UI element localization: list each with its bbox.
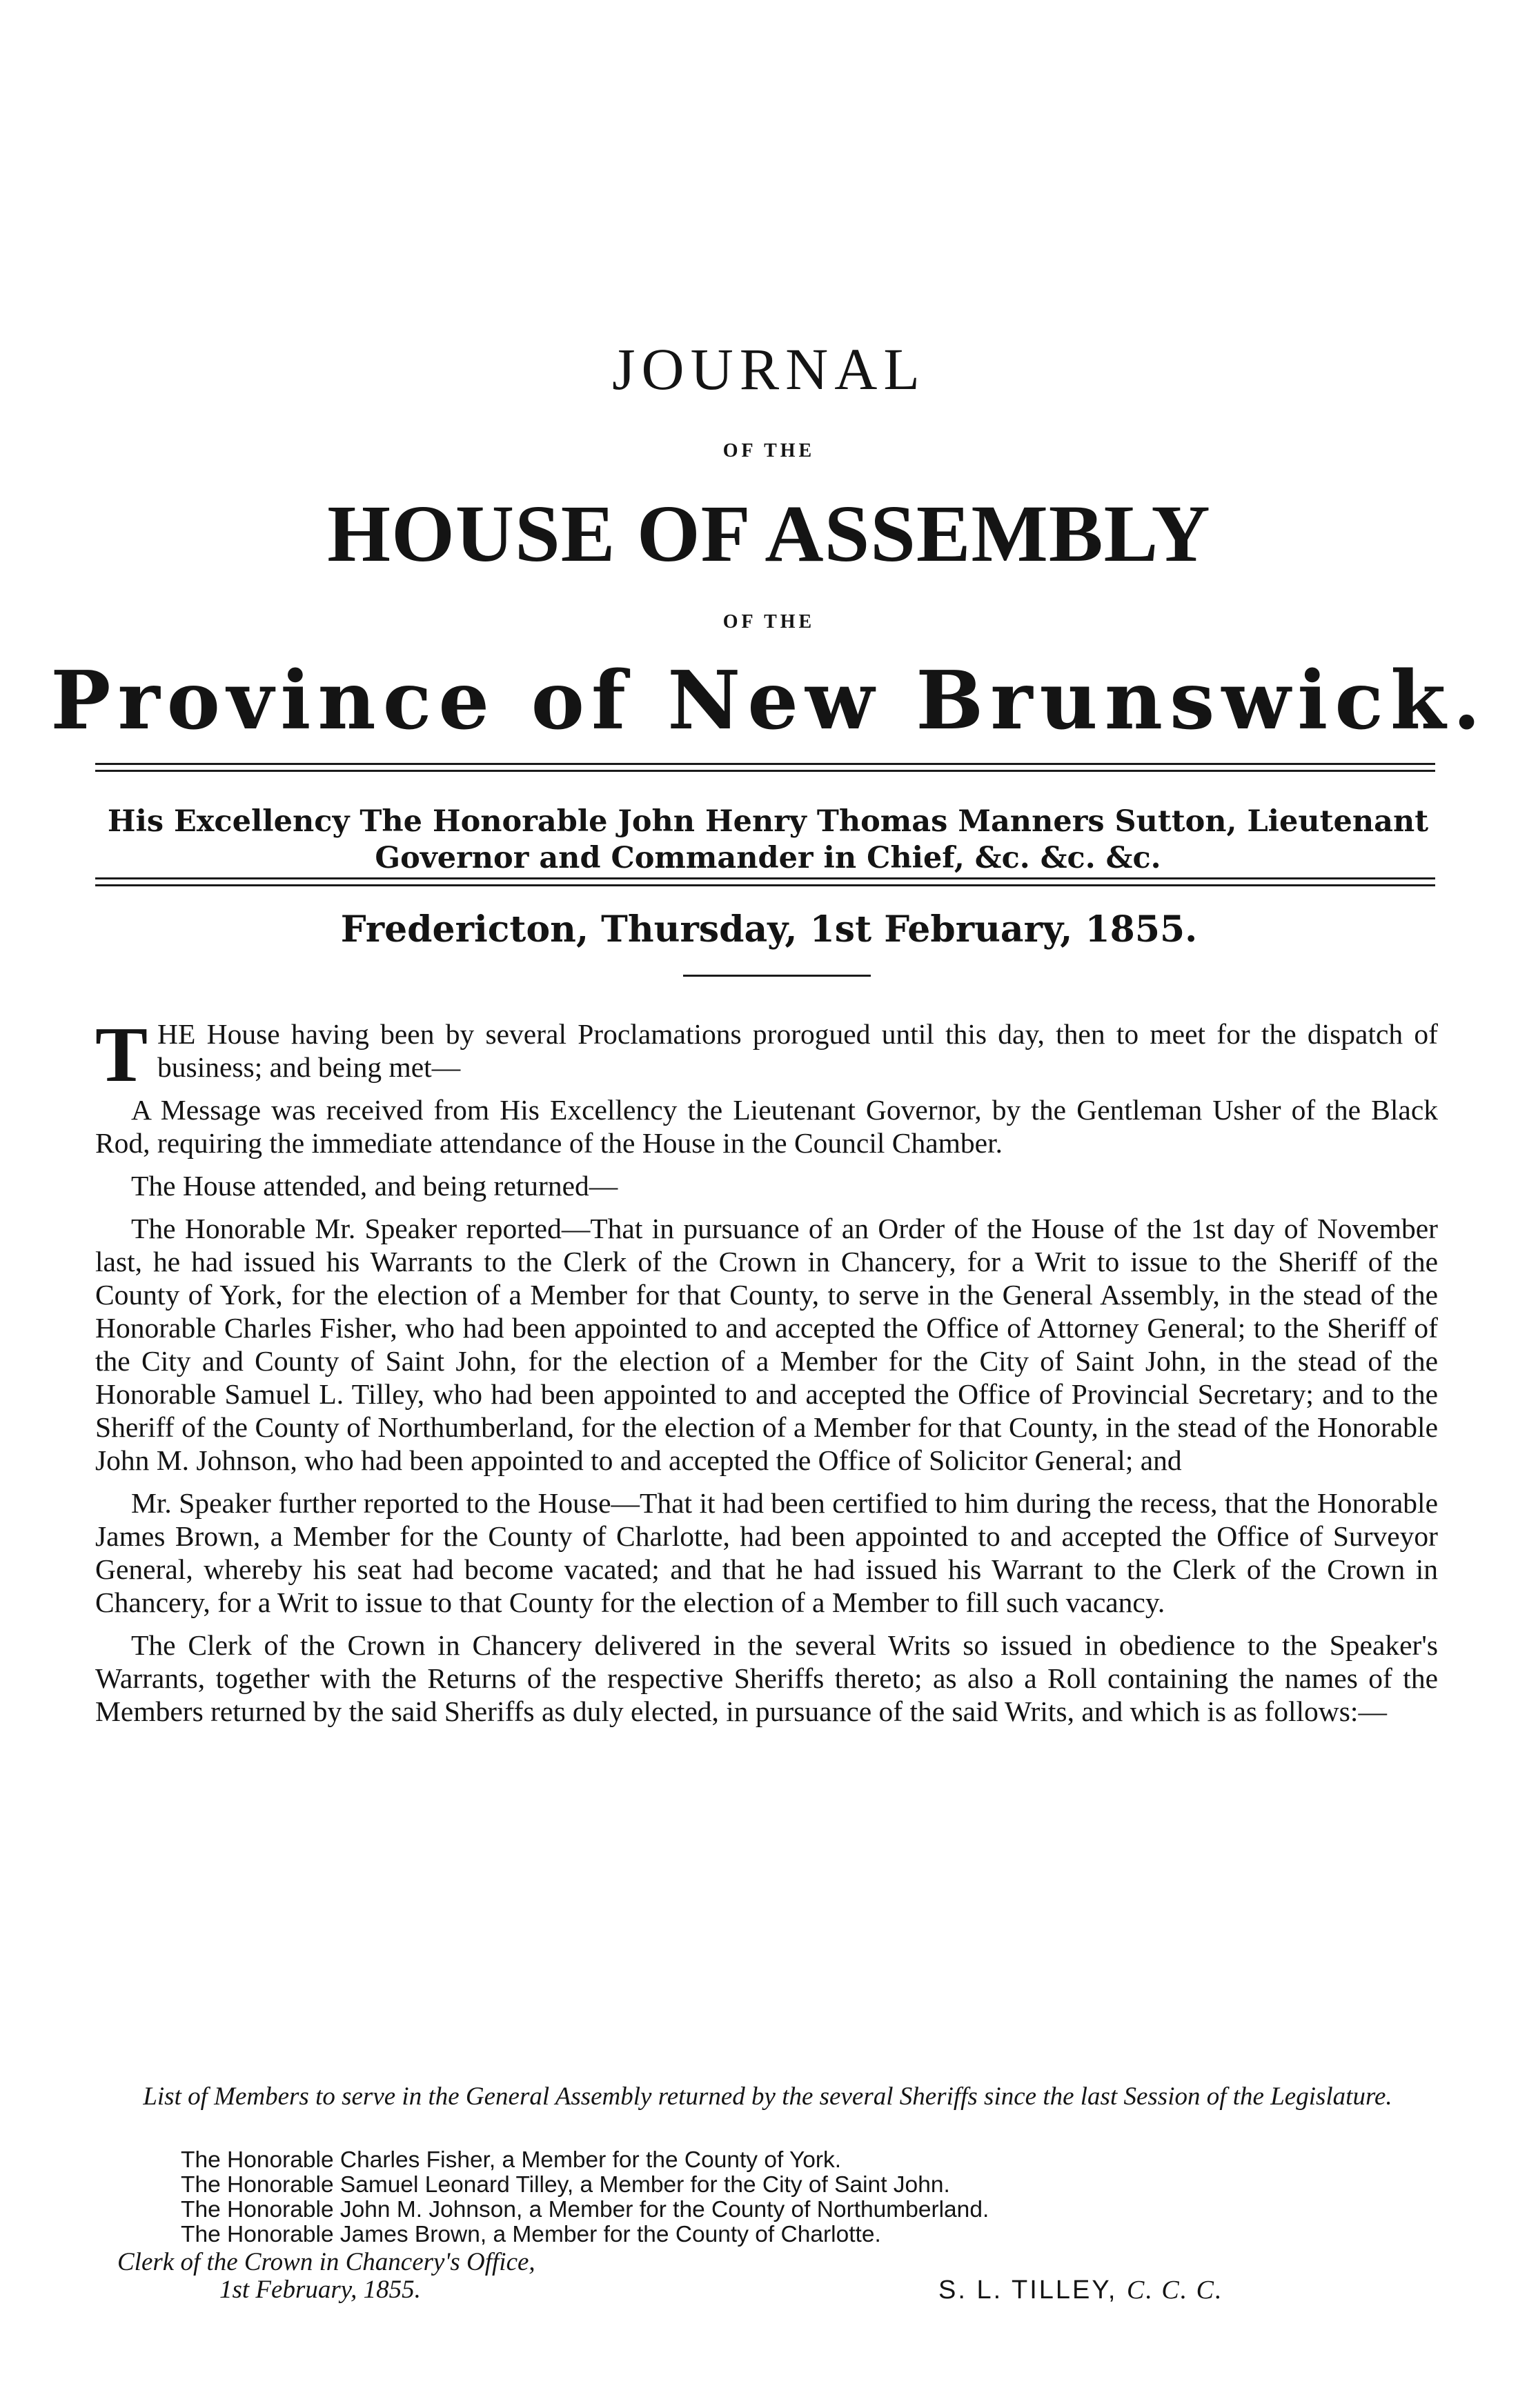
signature-name: S. L. TILLEY, <box>938 2276 1118 2305</box>
signature-title: C. C. C. <box>1126 2276 1223 2305</box>
paragraph-opening-text: HE House having been by several Proclamations prorogued until this day, then to meet for the dispatch of business; and being met— <box>157 1018 1438 1083</box>
drop-cap: T <box>95 1011 148 1098</box>
signature-office: Clerk of the Crown in Chancery's Office, <box>117 2248 535 2276</box>
paragraph-further-report: Mr. Speaker further reported to the House—That it had been certified to him during the recess, that the Honorable James Brown, a Member for the County of Charlotte, had been appointed to and accepted the Office of Surveyor General, whereby his seat had become vacated; and that he had issued his Warrant to the Clerk of the Crown in Chancery, for a Writ to issue to that County for the election of a Member to fill such vacancy. <box>95 1487 1438 1618</box>
house-of-assembly-heading: HOUSE OF ASSEMBLY <box>327 488 1211 579</box>
divider-top <box>95 763 1435 772</box>
signature-block <box>938 2276 1223 2304</box>
divider-middle <box>95 877 1435 886</box>
members-list-title: List of Members to serve in the General Assembly returned by the several Sheriffs since the last Session of the Legislature. <box>143 2082 1392 2111</box>
of-the-label-2: OF THE <box>722 611 816 633</box>
of-the-label-1: OF THE <box>722 440 816 461</box>
divider-short <box>683 975 871 977</box>
signature-date: 1st February, 1855. <box>219 2276 421 2304</box>
list-item: The Honorable James Brown, a Member for the County of Charlotte. <box>181 2222 881 2247</box>
province-heading: Province of New Brunswick. <box>50 654 1488 748</box>
paragraph-attended: The House attended, and being returned— <box>131 1170 618 1202</box>
governor-line: His Excellency The Honorable John Henry Thomas Manners Sutton, Lieutenant Governor and Commander in Chief, &c. &c. &c. <box>107 804 1429 875</box>
list-item: The Honorable Charles Fisher, a Member for the County of York. <box>181 2147 842 2173</box>
paragraph-message: A Message was received from His Excellency the Lieutenant Governor, by the Gentleman Usher of the Black Rod, requiring the immediate attendance of the House in the Council Chamber. <box>95 1094 1438 1159</box>
paragraph-opening <box>95 1011 1438 1098</box>
list-item: The Honorable John M. Johnson, a Member for the County of Northumberland. <box>181 2197 989 2222</box>
journal-body <box>95 1011 1438 1738</box>
paragraph-speaker-report: The Honorable Mr. Speaker reported—That in pursuance of an Order of the House of the 1st day of November last, he had issued his Warrants to the Clerk of the Crown in Chancery, for a Writ to issue to the Sheriff of the County of York, for the election of a Member for that County, to serve in the General Assembly, in the stead of the Honorable Charles Fisher, who had been appointed to and accepted the Office of Attorney General; to the Sheriff of the City and County of Saint John, for the election of a Member for the City of Saint John, in the stead of the Honorable Samuel L. Tilley, who had been appointed to and accepted the Office of Provincial Secretary; and to the Sheriff of the County of Northumberland, for the election of a Member for that County, in the stead of the Honorable John M. Johnson, who had been appointed to and accepted the Office of Solicitor General; and <box>95 1213 1438 1476</box>
paragraph-clerk-writs: The Clerk of the Crown in Chancery delivered in the several Writs so issued in obedience to the Speaker's Warrants, together with the Returns of the respective Sheriffs thereto; as also a Roll containing the names of the Members returned by the said Sheriffs as duly elected, in pursuance of the said Writs, and which is as follows:— <box>95 1629 1438 1727</box>
members-list <box>181 2148 989 2247</box>
list-item: The Honorable Samuel Leonard Tilley, a Member for the City of Saint John. <box>181 2172 950 2198</box>
journal-heading: JOURNAL <box>612 336 926 402</box>
dateline: Fredericton, Thursday, 1st February, 1855. <box>340 908 1198 951</box>
